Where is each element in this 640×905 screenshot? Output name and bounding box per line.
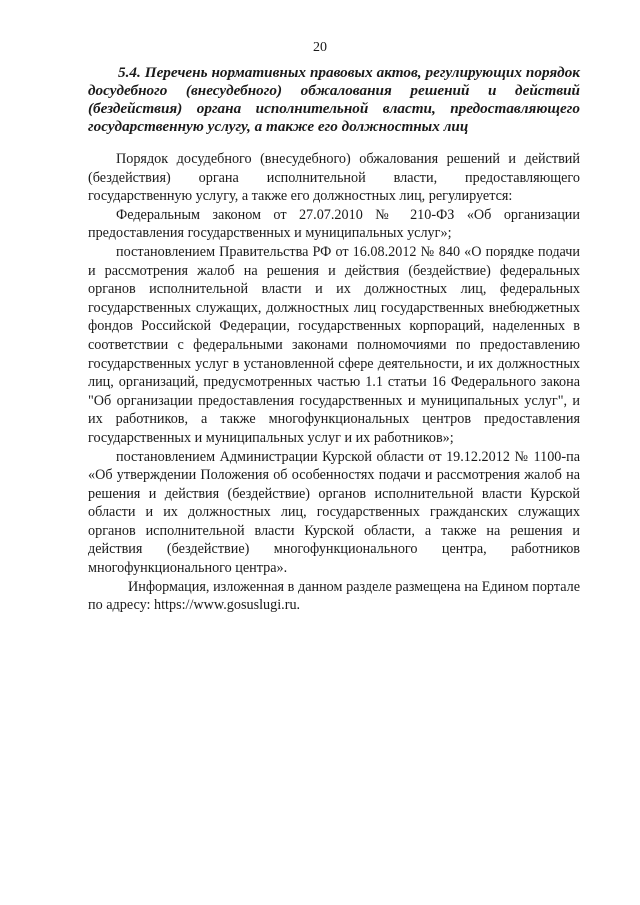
intro-paragraph: Порядок досудебного (внесудебного) обжалования решений и действий (бездействия) органа исполнительной власти, предоставляющего государственную услугу, а также его должностных лиц, регулируется: — [88, 151, 580, 205]
section-heading: 5.4. Перечень нормативных правовых актов, регулирующих порядок досудебного (внесудебного) обжалования решений и действий (бездействия) органа исполнительной власти, предоставляющего государственную услугу, а также его должностных лиц — [88, 64, 580, 135]
kursk-resolution-paragraph: постановлением Администрации Курской области от 19.12.2012 № 1100-па «Об утверждении Положения об особенностях подачи и рассмотрения жалоб на решения и действия (бездействие) органов исполнительной власти Курской области и их должностных лиц, государственных гражданских служащих органов исполнительной власти Курской области, а также на решения и действия (бездействие) многофункционального центра, работников многофункционального центра». — [88, 448, 580, 577]
page-number: 20 — [313, 40, 327, 55]
portal-info-paragraph: Информация, изложенная в данном разделе размещена на Едином портале по адресу: https://www.gosuslugi.ru. — [88, 578, 580, 614]
federal-law-paragraph: Федеральным законом от 27.07.2010 № 210-ФЗ «Об организации предоставления государственных и муниципальных услуг»; — [88, 206, 580, 242]
government-resolution-paragraph: постановлением Правительства РФ от 16.08.2012 № 840 «О порядке подачи и рассмотрения жалоб на решения и действия (бездействие) федеральных органов исполнительной власти и их должностных лиц, федеральных государственных служащих, должностных лиц государственных внебюджетных фондов Российской Федерации, государственных корпораций, наделенных в соответствии с федеральными законами полномочиями по предоставлению государственных услуг в установленной сфере деятельности, и их должностных лиц, организаций, предусмотренных частью 1.1 статьи 16 Федерального закона "Об организации предоставления государственных и муниципальных услуг", и их работников, а также многофункциональных центров предоставления государственных и муниципальных услуг и их работников»; — [88, 243, 580, 446]
section-body — [88, 150, 580, 615]
